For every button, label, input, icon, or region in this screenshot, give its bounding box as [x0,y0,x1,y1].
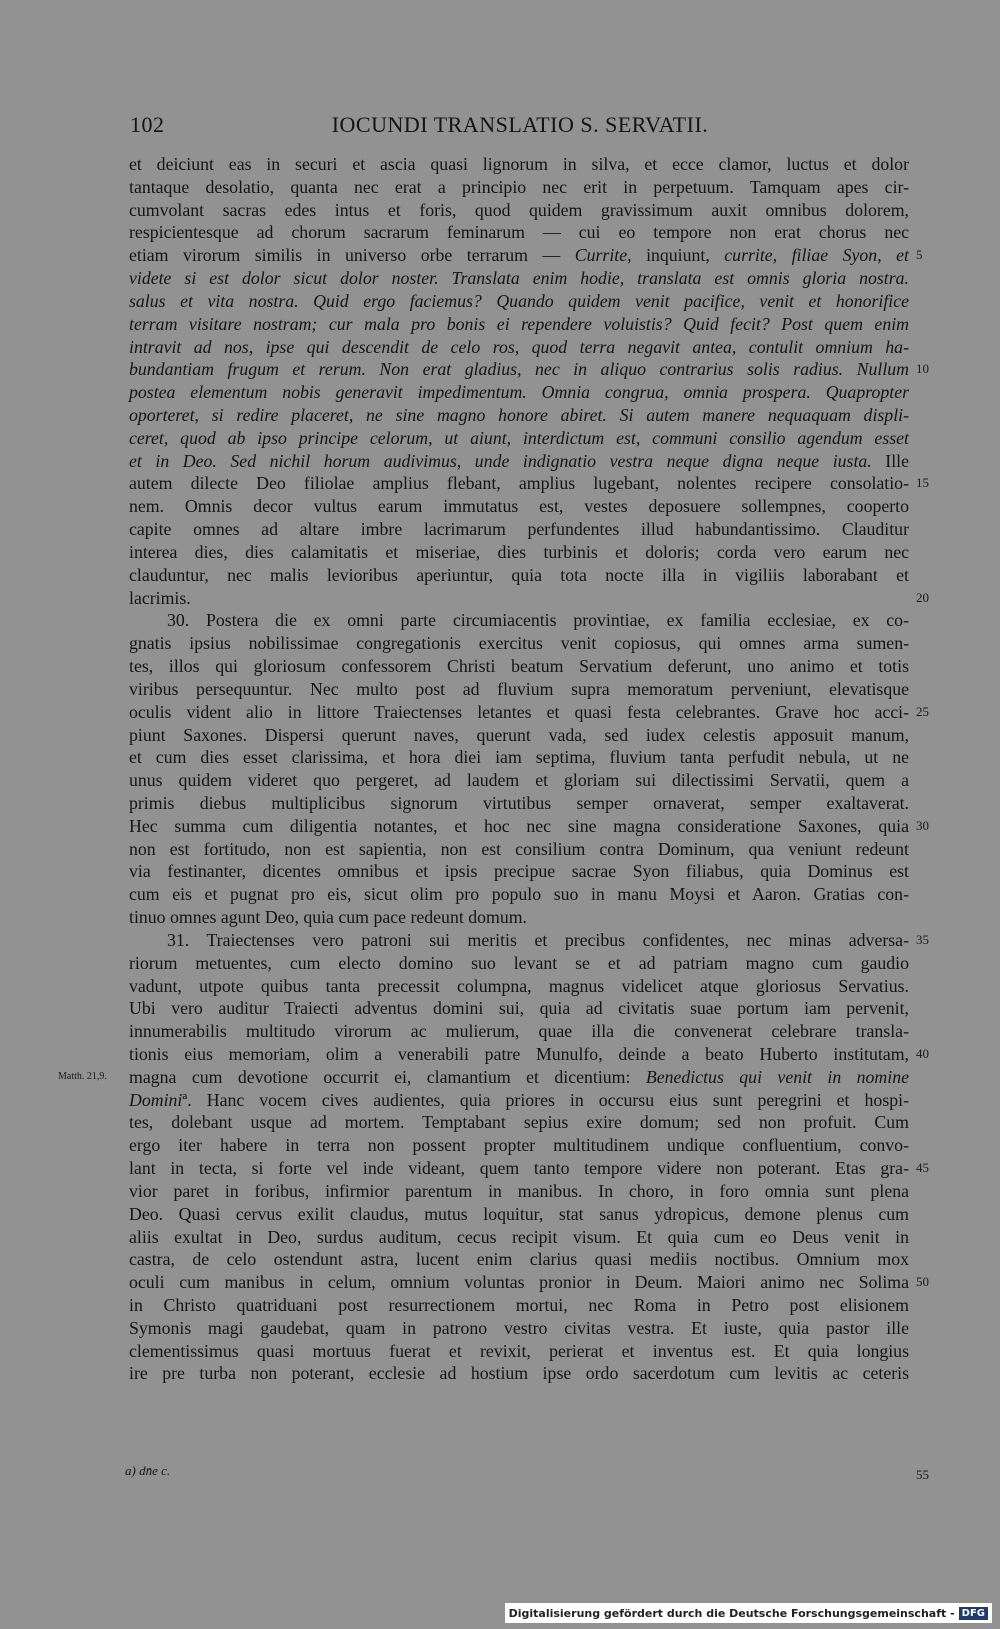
text-line [129,449,909,473]
italic-segment: videte si est dolor sicut dolor noster. Translata enim hodie, translata est omnis gloria nostra. [129,268,909,289]
line-number: 50 [916,1274,929,1290]
text-line [129,768,909,792]
text-line [129,426,909,450]
text-line [129,403,909,427]
text-line [129,974,909,998]
text-line [129,517,909,541]
digitization-banner[interactable] [505,1603,992,1623]
text-segment: ire pre turba non poterant, ecclesie ad hostium ipse ordo sacerdotum cum levitis ac ceteris [129,1363,909,1384]
italic-segment: ceret, quod ab ipso principe celorum, ut aiunt, interdictum est, communi consilio agendum esset [129,427,909,448]
text-line [129,1202,909,1226]
text-segment: ª. Hanc vocem cives audientes, quia priores in occursu eius sunt peregrini et hospi- [182,1089,909,1110]
text-line [129,996,909,1020]
text-line [129,1179,909,1203]
text-line [129,289,909,313]
italic-segment: Currite, [574,245,632,266]
line-number: 25 [916,703,929,719]
text-line [129,1270,909,1294]
text-line [129,951,909,975]
text-segment: lant in tecta, si forte vel inde videant, quem tanto tempore videre non poterant. Etas gra- [129,1158,909,1179]
text-line [129,1247,909,1271]
text-segment: oculi cum manibus in celum, omnium voluntas pronior in Deum. Maiori animo nec Solima [129,1272,909,1293]
text-segment [882,245,897,265]
text-line [129,266,909,290]
line-number: 35 [916,931,929,947]
text-line [129,1156,909,1180]
line-number: 20 [916,589,929,605]
text-segment: Symonis magi gaudebat, quam in patrono vestro civitas vestra. Et iuste, quia pastor ille [129,1317,909,1338]
footnote: a) dn̄e c. [125,1463,171,1478]
text-segment: aliis exultat in Deo, surdus auditum, cecus recipit visum. Et quia cum eo Deus venit in [129,1226,909,1247]
text-line [129,312,909,336]
text-segment: viribus persequuntur. Nec multo post ad fluvium supra memoratum perveniunt, elevatisque [129,678,909,699]
text-line [167,928,909,952]
line-number: 30 [916,817,929,833]
text-line [129,152,909,176]
text-segment: magna cum devotione occurrit ei, clamantium et dicentium: [129,1066,646,1087]
line-number: 10 [916,361,929,377]
text-line [129,859,909,883]
text-line [129,905,909,929]
text-segment: vadunt, utpote quibus tanta precessit columpna, magnus videlicet atque gloriosus Servatius. [129,975,909,996]
text-line [129,220,909,244]
text-segment: clementissimus quasi mortuus fuerat et revixit, perierat et inventus est. Et quia longius [129,1340,909,1361]
text-segment: tinuo omnes agunt Deo, quia cum pace redeunt domum. [129,907,528,928]
italic-segment: intravit ad nos, ipse qui descendit de celo ros, quod terra negavit antea, contulit omnium ha- [129,336,909,357]
text-line [129,1110,909,1134]
italic-segment: Domini [129,1089,183,1110]
text-line [129,1225,909,1249]
line-number: 15 [916,475,929,491]
text-segment: nem. Omnis decor vultus earum immutatus est, vestes deposuere sollempnes, cooperto [129,496,909,517]
text-line [129,175,909,199]
text-segment: autem dilecte Deo filiolae amplius flebant, amplius lugebant, nolentes recipere consolatio- [129,473,909,494]
text-line [129,1088,909,1112]
text-segment: oculis vident alio in littore Traiectenses letantes et quasi festa celebrantes. Grave hoc acci- [129,701,909,722]
text-segment: lacrimis. [129,587,191,608]
line-number: 45 [916,1160,929,1176]
text-line [129,540,909,564]
italic-segment: currite, filiae Syon, [724,245,882,266]
text-line [129,471,909,495]
text-line [129,357,909,381]
text-segment: 30. Postera die ex omni parte circumiacentis provintiae, ex familia ecclesiae, ex co- [167,610,909,631]
text-segment: tantaque desolatio, quanta nec erat a principio nec erit in perpetuum. Tamquam apes cir- [129,176,909,197]
text-segment: inquiunt, [631,245,725,266]
page-header [130,112,910,142]
text-segment: capite omnes ad altare imbre lacrimarum perfundentes illud habundantissimo. Clauditur [129,519,909,540]
text-line [129,723,909,747]
running-title: IOCUNDI TRANSLATIO S. SERVATII. [331,112,709,137]
text-segment: in Christo quatriduani post resurrectionem mortui, nec Roma in Petro post elisionem [129,1295,909,1315]
text-segment: Deo. Quasi cervus exilit claudus, mutus loquitur, stat sanus ydropicus, demone plenus cum [129,1203,909,1224]
text-line [129,380,909,404]
text-segment: piunt Saxones. Dispersi querunt naves, querunt vada, sed iudex celestis apposuit manum, [129,724,909,745]
text-segment: Ille [871,450,910,471]
italic-segment: Benedictus qui venit in nomine [645,1066,909,1087]
text-line [129,882,909,906]
text-segment: tionis eius memoriam, olim a venerabili patre Munulfo, deinde a beato Huberto institutam, [129,1043,909,1064]
dfg-logo-icon: DFG [959,1607,988,1620]
banner-text: Digitalisierung gefördert durch die Deutsche Forschungsgemeinschaft - [508,1606,955,1620]
text-line [129,198,909,222]
text-line [129,1293,909,1317]
text-segment: riorum metuentes, cum electo domino suo levant se et ad patriam magno cum gaudio [129,952,909,973]
text-line [129,586,909,610]
margin-note: Matth. 21,9. [58,1070,107,1082]
text-segment: Hec summa cum diligentia notantes, et hoc nec sine magna consideratione Saxones, quia [129,815,909,836]
page-number: 102 [130,112,165,137]
text-line [129,837,909,861]
text-segment: non est fortitudo, non est sapientia, non est consilium contra Dominum, qua veniunt redeunt [129,838,909,859]
text-segment: etiam virorum similis in universo orbe terrarum — [129,245,575,266]
text-line [167,608,909,632]
line-number: 40 [916,1045,929,1061]
text-segment: innumerabilis multitudo virorum ac mulierum, quae illa die convenerat celebrare transla- [129,1021,909,1042]
text-segment: via festinanter, dicentes omnibus et ipsis precipue sacrae Syon filiabus, quia Dominus est [129,861,909,882]
line-number: 5 [916,247,923,263]
italic-segment: terram visitare nostram; cur mala pro bonis ei rependere voluistis? Quid fecit? Post quem enim [129,313,909,334]
text-segment: et cum dies esset clarissima, et hora diei iam septima, fluvium tanta perfudit nebula, ut ne [129,747,909,768]
text-line [129,1133,909,1157]
text-segment: tes, dolebant usque ad mortem. Temptabant sepius exire domum; sed non profuit. Cum [129,1112,909,1133]
text-line [129,700,909,724]
text-segment: respicientesque ad chorum sacrarum feminarum — cui eo tempore non erat chorus nec [129,222,909,243]
text-segment: cumvolant sacras edes intus et foris, quod quidem gravissimum auxit omnibus dolorem, [129,199,909,220]
text-line [129,335,909,359]
text-line [129,243,909,267]
text-segment: gnatis ipsius nobilissimae congregationis exercitus venit copiosus, qui omnes arma sumen- [129,633,909,654]
text-segment: Ubi vero auditur Traiecti adventus domini sui, quia ad civitatis suae portum iam pervenit, [129,998,909,1019]
text-line [129,1339,909,1363]
text-line [129,745,909,769]
text-segment: vior paret in foribus, infirmior parentum in manibus. In choro, in foro omnia sunt plena [129,1180,909,1201]
text-line [129,791,909,815]
text-line [129,1042,909,1066]
line-number: 55 [916,1467,929,1482]
text-line [129,1316,909,1340]
italic-segment: bundantiam frugum et rerum. Non erat gladius, nec in aliquo contrarius solis radius. Nullum [129,359,909,380]
text-segment: interea dies, dies calamitatis et miseriae, dies turbinis et doloris; corda vero earum nec [129,541,909,562]
text-line [129,677,909,701]
text-line [129,631,909,655]
italic-segment: oporteret, si redire placeret, ne sine magno honore abiret. Si autem manere nequaquam displi- [129,405,909,426]
text-line [129,1019,909,1043]
text-line [129,654,909,678]
text-segment: clauduntur, nec malis levioribus aperiuntur, quia tota nocte illa in vigiliis laborabant et [129,564,909,585]
italic-segment: salus et vita nostra. Quid ergo faciemus? Quando quidem venit pacifice, venit et honorifice [129,290,909,311]
text-segment: tes, illos qui gloriosum confessorem Christi beatum Servatium deferunt, uno animo et totis [129,656,909,677]
italic-segment: et [896,245,909,266]
text-line [129,1361,909,1385]
text-segment: ergo iter habere in terra non possent propter multitudinem undique confluentium, convo- [129,1135,909,1156]
text-segment: et deiciunt eas in securi et ascia quasi lignorum in silva, et ecce clamor, luctus et dolor [129,154,909,174]
text-segment: 31. Traiectenses vero patroni sui meritis et precibus confidentes, nec minas adversa- [167,929,909,950]
text-line [129,494,909,518]
italic-segment: et in Deo. Sed nichil horum audivimus, unde indignatio vestra neque digna neque iusta. [129,450,872,471]
text-segment: cum eis et pugnat pro eis, sicut olim pro populo suo in manu Moysi et Aaron. Gratias con- [129,884,909,905]
text-line [129,1065,909,1089]
text-segment: castra, de celo ostendunt astra, lucent enim clarius quasi mediis noctibus. Omnium mox [129,1249,909,1270]
italic-segment: postea elementum nobis generavit impedimentum. Omnia congrua, omnia prospera. Quapropter [129,382,909,403]
text-segment: primis diebus multiplicibus signorum virtutibus semper ornaverat, semper exaltaverat. [129,792,909,813]
text-line [129,814,909,838]
text-line [129,563,909,587]
text-segment: unus quidem videret quo pergeret, ad laudem et gloriam sui dilectissimi Servatii, quem a [129,770,909,791]
